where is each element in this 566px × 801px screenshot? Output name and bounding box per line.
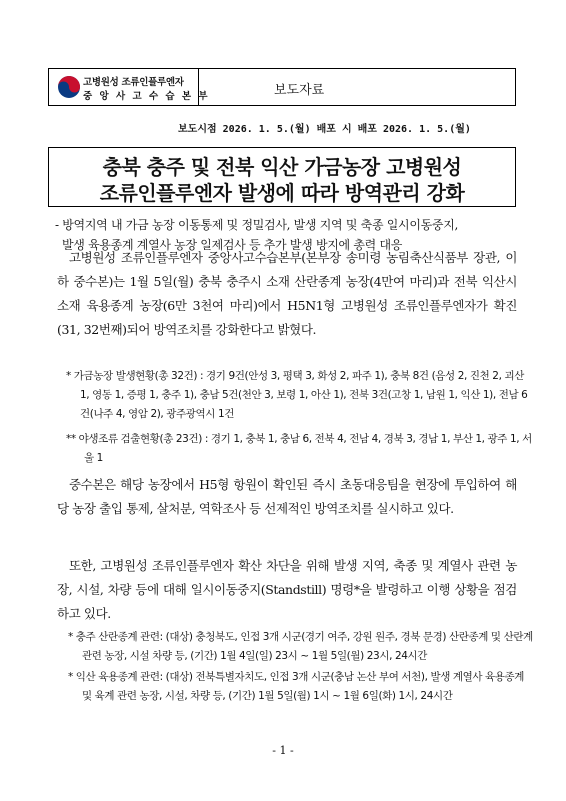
agency-block xyxy=(49,69,210,105)
note-wild-bird-detections: ** 야생조류 검출현황(총 23건) : 경기 1, 충북 1, 충남 6, 전북 4, 전남 4, 경북 3, 경남 1, 부산 1, 광주 1, 서울 1 xyxy=(66,433,532,464)
press-header xyxy=(48,68,516,106)
agency-subname: 중 앙 사 고 수 습 본 부 xyxy=(83,91,210,102)
note-chungju-standstill: * 충주 산란종계 관련: (대상) 충청북도, 인접 3개 시군(경기 여주, 강원 원주, 경북 문경) 산란종계 및 산란계 관련 농장, 시설 차량 등, (기간) 1월 4일(일) 23시 ~ 1월 5일(월) 23시, 24시간 xyxy=(68,631,533,662)
title-line-2: 조류인플루엔자 발생에 따라 방역관리 강화 xyxy=(99,181,465,205)
document-type: 보도자료 xyxy=(274,83,325,98)
paragraph-2: 중수본은 해당 농장에서 H5형 항원이 확인된 즉시 초동대응팀을 현장에 투입하여 해당 농장 출입 통제, 살처분, 역학조사 등 선제적인 방역조치를 실시하고 있다. xyxy=(57,477,517,516)
subtitle-line-2: 발생 육용종계 계열사 농장 일제검사 등 추가 발생 방지에 총력 대응 xyxy=(62,238,403,252)
note-poultry-outbreaks: * 가금농장 발생현황(총 32건) : 경기 9건(안성 3, 평택 3, 화성 2, 파주 1), 충북 8건 (음성 2, 진천 2, 괴산 1, 영동 1, 증평 1, 충주 1), 충남 5건(천안 3, 보령 1, 아산 1), 전북 3건(고창 1, 남원 1, 익산 1), 전남 6건(나주 4, 영암 2), 광주광역시 1건 xyxy=(66,370,528,420)
taegeuk-logo-icon xyxy=(57,75,81,99)
page-number: - 1 - xyxy=(272,744,294,757)
paragraph-1: 고병원성 조류인플루엔자 중앙사고수습본부(본부장 송미령 농림축산식품부 장관, 이하 중수본)는 1월 5일(월) 충북 충주시 소재 산란종계 농장(4만여 마리)과 전북 익산시 소재 육용종계 농장(6만 3천여 마리)에서 H5N1형 고병원성 조류인플루엔자가 확진(31, 32번째)되어 방역조치를 강화한다고 밝혔다. xyxy=(57,250,517,337)
subtitle-line-1: - 방역지역 내 가금 농장 이동통제 및 정밀검사, 발생 지역 및 축종 일시이동중지, xyxy=(55,218,459,232)
note-iksan-standstill: * 익산 육용종계 관련: (대상) 전북특별자치도, 인접 3개 시군(충남 논산 부여 서천), 발생 계열사 육용종계 및 육계 관련 농장, 시설, 차량 등, (기간) 1월 5일(월) 1시 ~ 1월 6일(화) 1시, 24시간 xyxy=(68,671,525,702)
title-box xyxy=(48,147,516,207)
title-line-1: 충북 충주 및 전북 익산 가금농장 고병원성 xyxy=(102,155,462,179)
embargo-line: 보도시점 2026. 1. 5.(월) 배포 시 배포 2026. 1. 5.(월) xyxy=(178,124,471,135)
agency-name: 고병원성 조류인플루엔자 xyxy=(83,77,184,88)
paragraph-3: 또한, 고병원성 조류인플루엔자 확산 차단을 위해 발생 지역, 축종 및 계열사 관련 농장, 시설, 차량 등에 대해 일시이동중지(Standstill) 명령*을 발령하고 이행 상황을 점검하고 있다. xyxy=(57,558,517,621)
